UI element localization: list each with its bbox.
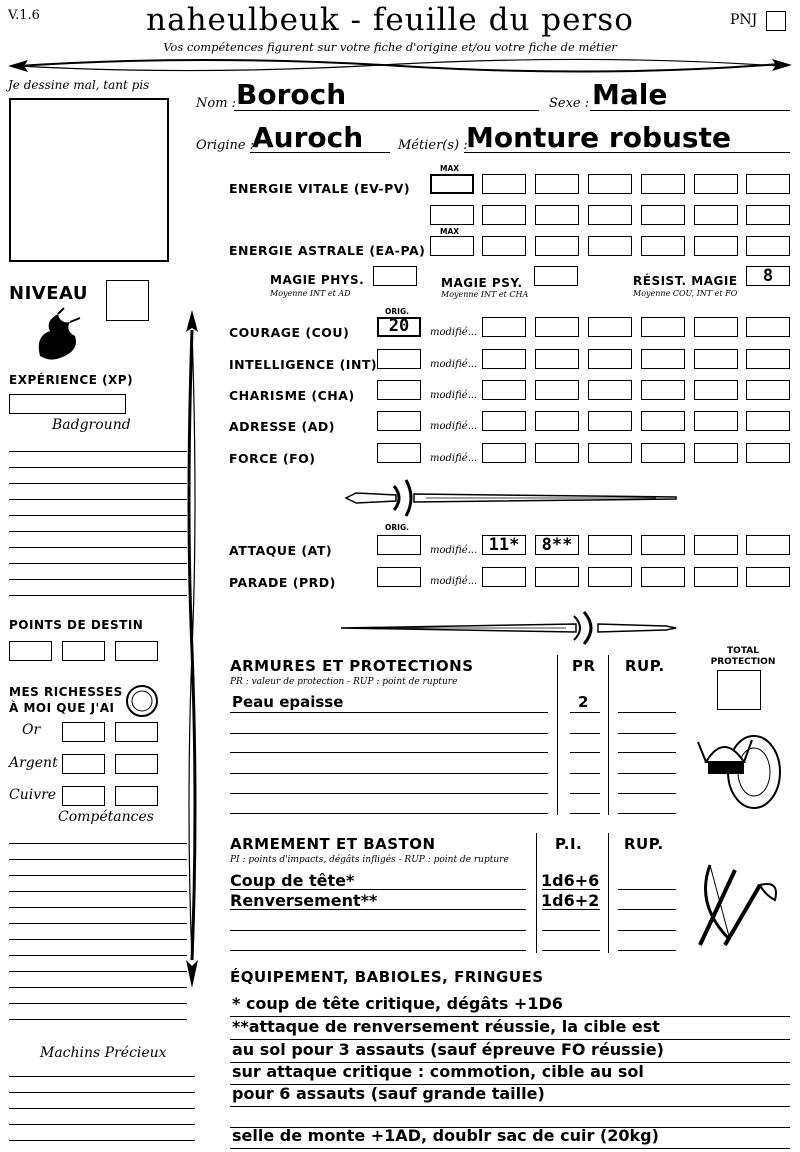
pnj-checkbox[interactable] <box>766 11 786 31</box>
weapon-row-2-pi[interactable]: 1d6+2 <box>541 891 600 910</box>
stat-box-4-4[interactable] <box>641 411 685 431</box>
xp-box[interactable] <box>9 394 126 414</box>
competence-line[interactable] <box>9 1003 187 1004</box>
stat-modifie-4: modifié... <box>430 421 478 432</box>
metier-label: Métier(s) : <box>398 138 468 153</box>
equipment-line-text-5: pour 6 assauts (sauf grande taille) <box>232 1084 545 1103</box>
weapons-divider-2 <box>608 833 609 953</box>
background-line[interactable] <box>9 579 187 580</box>
competence-line[interactable] <box>9 923 187 924</box>
stat-box-4-1[interactable] <box>482 411 526 431</box>
helmet-shield-icon <box>694 722 784 812</box>
background-line[interactable] <box>9 499 187 500</box>
armor-divider-1 <box>557 655 558 815</box>
competence-line[interactable] <box>9 875 187 876</box>
magie-psy-box[interactable] <box>534 266 578 286</box>
armor-col-rup: RUP. <box>625 657 665 675</box>
stat-box-3-1[interactable] <box>482 380 526 400</box>
background-line[interactable] <box>9 515 187 516</box>
armor-pr-line[interactable] <box>570 813 600 814</box>
stat-orig-box-4[interactable] <box>377 411 421 431</box>
stat-box-4-2[interactable] <box>535 411 579 431</box>
niveau-box[interactable] <box>106 280 149 321</box>
magie-psy-label: MAGIE PSY. <box>441 276 523 290</box>
attaque-label: ATTAQUE (AT) <box>229 543 333 558</box>
weapons-col-pi: P.I. <box>555 835 583 853</box>
competence-line[interactable] <box>9 1019 187 1020</box>
stat-box-5-4[interactable] <box>641 443 685 463</box>
competence-line[interactable] <box>9 859 187 860</box>
version-label: V.1.6 <box>8 8 40 23</box>
energy-box-r3-c6[interactable] <box>694 236 738 256</box>
stat-orig-box-5[interactable] <box>377 443 421 463</box>
sexe-label: Sexe : <box>549 96 590 111</box>
competence-line[interactable] <box>9 907 187 908</box>
armor-name-line[interactable] <box>230 793 548 794</box>
background-line[interactable] <box>9 563 187 564</box>
energy-box-r3-c3[interactable] <box>535 236 579 256</box>
equipment-line[interactable] <box>230 1148 790 1149</box>
sexe-value[interactable]: Male <box>592 78 668 111</box>
ev-label: ENERGIE VITALE (EV-PV) <box>229 181 411 196</box>
stat-box-1-3[interactable] <box>588 317 632 337</box>
energy-box-r1-c4[interactable] <box>588 174 632 194</box>
magie-phys-box[interactable] <box>373 266 417 286</box>
argent-label: Argent <box>9 755 58 771</box>
combat-box-r2-c6[interactable] <box>746 567 790 587</box>
attaque-orig-box[interactable] <box>377 535 421 555</box>
armor-name-line[interactable] <box>230 712 548 713</box>
resist-value: 8 <box>762 266 774 286</box>
destin-box-1[interactable] <box>9 641 52 661</box>
sexe-underline <box>590 110 790 111</box>
energy-box-r3-c5[interactable] <box>641 236 685 256</box>
stat-box-1-1[interactable] <box>482 317 526 337</box>
background-label: Badground <box>52 417 131 433</box>
total-protection-label: TOTAL PROTECTION <box>710 646 776 667</box>
page-title: naheulbeuk - feuille du perso <box>146 2 634 38</box>
spear-icon <box>180 310 204 990</box>
stat-box-3-3[interactable] <box>588 380 632 400</box>
stat-orig-box-2[interactable] <box>377 349 421 369</box>
energy-box-r2-c2[interactable] <box>482 205 526 225</box>
resist-note: Moyenne COU, INT et FO <box>633 289 738 298</box>
stat-box-1-4[interactable] <box>641 317 685 337</box>
destin-box-2[interactable] <box>62 641 105 661</box>
stat-box-3-6[interactable] <box>746 380 790 400</box>
machin-line[interactable] <box>9 1092 195 1093</box>
energy-box-r2-c3[interactable] <box>535 205 579 225</box>
richesses-label-1: MES RICHESSES <box>9 685 123 699</box>
stat-box-2-1[interactable] <box>482 349 526 369</box>
armor-rup-line[interactable] <box>618 733 676 734</box>
richesses-label-2: À MOI QUE J'AI <box>9 701 115 715</box>
energy-box-r3-c2[interactable] <box>482 236 526 256</box>
portrait-caption: Je dessine mal, tant pis <box>8 78 150 92</box>
combat-box-r2-c3[interactable] <box>588 567 632 587</box>
stat-box-5-1[interactable] <box>482 443 526 463</box>
sword-icon-2 <box>336 606 686 648</box>
background-line[interactable] <box>9 451 187 452</box>
background-line[interactable] <box>9 467 187 468</box>
xp-label: EXPÉRIENCE (XP) <box>9 373 134 387</box>
background-line[interactable] <box>9 595 187 596</box>
armor-note: PR : valeur de protection - RUP : point de rupture <box>230 677 458 687</box>
armor-row-1-name[interactable]: Peau epaisse <box>232 693 344 711</box>
ea-label: ENERGIE ASTRALE (EA-PA) <box>229 243 426 258</box>
equipment-line-text-4: sur attaque critique : commotion, cible au sol <box>232 1062 644 1081</box>
portrait-frame[interactable] <box>9 98 169 262</box>
ev-max-box[interactable] <box>430 174 474 194</box>
stat-label-5: FORCE (FO) <box>229 451 316 466</box>
stat-box-2-4[interactable] <box>641 349 685 369</box>
stat-box-5-6[interactable] <box>746 443 790 463</box>
energy-box-r1-c3[interactable] <box>535 174 579 194</box>
attaque-value-1: 11* <box>488 535 520 555</box>
stat-box-2-3[interactable] <box>588 349 632 369</box>
stat-modifie-1: modifié... <box>430 327 478 338</box>
stat-orig-box-3[interactable] <box>377 380 421 400</box>
equipment-line-text-2: **attaque de renversement réussie, la cible est <box>232 1017 660 1036</box>
total-protection-box[interactable] <box>717 670 761 710</box>
armor-name-line[interactable] <box>230 752 548 753</box>
stat-box-3-4[interactable] <box>641 380 685 400</box>
competence-line[interactable] <box>9 843 187 844</box>
armor-pr-line[interactable] <box>570 733 600 734</box>
energy-box-r1-c7[interactable] <box>746 174 790 194</box>
or-box-2[interactable] <box>115 722 158 742</box>
cuivre-box-1[interactable] <box>62 786 105 806</box>
weapon-rup-line[interactable] <box>618 950 676 951</box>
magie-phys-note: Moyenne INT et AD <box>270 289 351 298</box>
competence-line[interactable] <box>9 891 187 892</box>
or-box-1[interactable] <box>62 722 105 742</box>
combat-box-r2-c4[interactable] <box>641 567 685 587</box>
weapon-row-1-pi[interactable]: 1d6+6 <box>541 871 600 890</box>
weapon-pi-line[interactable] <box>542 909 600 910</box>
metier-value[interactable]: Monture robuste <box>466 121 731 154</box>
metier-underline <box>464 152 790 153</box>
cuivre-label: Cuivre <box>9 787 57 803</box>
combat-orig-tag: ORIG. <box>385 523 409 532</box>
weapon-pi-line[interactable] <box>542 889 600 890</box>
or-label: Or <box>22 722 41 738</box>
weapon-name-line[interactable] <box>230 950 526 951</box>
combat-box-r1-c6[interactable] <box>746 535 790 555</box>
combat-box-r2-c5[interactable] <box>694 567 738 587</box>
equipment-title: ÉQUIPEMENT, BABIOLES, FRINGUES <box>230 968 544 986</box>
energy-box-r3-c4[interactable] <box>588 236 632 256</box>
resist-label: RÉSIST. MAGIE <box>633 274 738 288</box>
parade-label: PARADE (PRD) <box>229 575 336 590</box>
stat-modifie-5: modifié... <box>430 453 478 464</box>
weapon-pi-line[interactable] <box>542 950 600 951</box>
energy-box-r1-c6[interactable] <box>694 174 738 194</box>
weapon-name-line[interactable] <box>230 930 526 931</box>
page-subtitle: Vos compétences figurent sur votre fiche d'origine et/ou votre fiche de métier <box>163 40 617 54</box>
origine-value[interactable]: Auroch <box>252 121 364 154</box>
armor-title: ARMURES ET PROTECTIONS <box>230 657 474 675</box>
combat-box-r2-c2[interactable] <box>535 567 579 587</box>
armor-rup-line[interactable] <box>618 773 676 774</box>
equipment-line-text-7: selle de monte +1AD, doublr sac de cuir (20kg) <box>232 1126 659 1145</box>
armor-rup-line[interactable] <box>618 793 676 794</box>
energy-box-r2-c6[interactable] <box>694 205 738 225</box>
stat-box-5-2[interactable] <box>535 443 579 463</box>
competence-line[interactable] <box>9 939 187 940</box>
armor-col-pr: PR <box>572 657 596 675</box>
stat-label-2: INTELLIGENCE (INT) <box>229 357 378 372</box>
weapons-note: PI : points d'impacts, dégâts infligés - RUP : point de rupture <box>230 855 509 865</box>
energy-box-r2-c7[interactable] <box>746 205 790 225</box>
weapons-col-rup: RUP. <box>624 835 664 853</box>
stat-box-5-5[interactable] <box>694 443 738 463</box>
machins-label: Machins Précieux <box>40 1045 167 1061</box>
magie-psy-note: Moyenne INT et CHA <box>441 290 529 299</box>
ea-max-tag: MAX <box>440 227 460 236</box>
coin-icon <box>124 683 160 719</box>
armor-divider-2 <box>608 655 609 815</box>
sword-icon <box>336 478 686 520</box>
dragon-icon <box>30 306 85 364</box>
combat-box-r1-c5[interactable] <box>694 535 738 555</box>
spear-divider-icon <box>0 52 800 80</box>
weapons-crossed-icon <box>690 855 790 955</box>
combat-box-r1-c4[interactable] <box>641 535 685 555</box>
equipment-line-text-1: * coup de tête critique, dégâts +1D6 <box>232 994 563 1013</box>
energy-box-r3-c7[interactable] <box>746 236 790 256</box>
stat-box-2-2[interactable] <box>535 349 579 369</box>
competences-label: Compétances <box>58 809 154 825</box>
stat-orig-value-1: 20 <box>388 316 410 336</box>
energy-box-r1-c2[interactable] <box>482 174 526 194</box>
armor-pr-line[interactable] <box>570 793 600 794</box>
armor-pr-line[interactable] <box>570 752 600 753</box>
weapon-name-line[interactable] <box>230 909 526 910</box>
energy-box-r2-c5[interactable] <box>641 205 685 225</box>
competence-line[interactable] <box>9 955 187 956</box>
argent-box-2[interactable] <box>115 754 158 774</box>
weapon-row-1-name[interactable]: Coup de tête* <box>230 871 355 890</box>
origine-label: Origine : <box>196 138 255 153</box>
stat-label-4: ADRESSE (AD) <box>229 419 336 434</box>
stat-box-1-2[interactable] <box>535 317 579 337</box>
energy-box-r1-c5[interactable] <box>641 174 685 194</box>
stat-box-3-5[interactable] <box>694 380 738 400</box>
cuivre-box-2[interactable] <box>115 786 158 806</box>
energy-box-r2-c4[interactable] <box>588 205 632 225</box>
energy-box-r3-c1[interactable] <box>430 236 474 256</box>
stat-box-1-5[interactable] <box>694 317 738 337</box>
nom-underline <box>234 110 539 111</box>
parade-modifie: modifié... <box>430 576 478 587</box>
stat-box-4-3[interactable] <box>588 411 632 431</box>
machin-line[interactable] <box>9 1140 195 1141</box>
armor-rup-line[interactable] <box>618 712 676 713</box>
stat-box-2-6[interactable] <box>746 349 790 369</box>
armor-pr-line[interactable] <box>570 773 600 774</box>
armor-pr-line[interactable] <box>570 712 600 713</box>
stat-modifie-2: modifié... <box>430 359 478 370</box>
machin-line[interactable] <box>9 1108 195 1109</box>
combat-box-r1-c3[interactable] <box>588 535 632 555</box>
attaque-value-2: 8** <box>541 535 573 555</box>
weapons-title: ARMEMENT ET BASTON <box>230 835 436 853</box>
armor-rup-line[interactable] <box>618 752 676 753</box>
destin-box-3[interactable] <box>115 641 158 661</box>
combat-box-r2-c1[interactable] <box>482 567 526 587</box>
machin-line[interactable] <box>9 1076 195 1077</box>
background-line[interactable] <box>9 483 187 484</box>
destin-label: POINTS DE DESTIN <box>9 618 144 632</box>
background-line[interactable] <box>9 547 187 548</box>
background-line[interactable] <box>9 531 187 532</box>
armor-name-line[interactable] <box>230 733 548 734</box>
weapon-row-2-name[interactable]: Renversement** <box>230 891 378 910</box>
stat-box-5-3[interactable] <box>588 443 632 463</box>
weapon-rup-line[interactable] <box>618 909 676 910</box>
equipment-line[interactable] <box>230 1106 790 1107</box>
weapons-divider-1 <box>536 833 537 953</box>
stat-box-3-2[interactable] <box>535 380 579 400</box>
armor-name-line[interactable] <box>230 773 548 774</box>
weapon-rup-line[interactable] <box>618 930 676 931</box>
stat-modifie-3: modifié... <box>430 390 478 401</box>
nom-value[interactable]: Boroch <box>236 78 347 111</box>
weapon-pi-line[interactable] <box>542 930 600 931</box>
stat-box-2-5[interactable] <box>694 349 738 369</box>
armor-rup-line[interactable] <box>618 813 676 814</box>
stat-box-4-6[interactable] <box>746 411 790 431</box>
competence-line[interactable] <box>9 987 187 988</box>
origine-underline <box>250 152 390 153</box>
stats-orig-tag: ORIG. <box>385 307 409 316</box>
niveau-label: NIVEAU <box>9 283 88 304</box>
ev-max-tag: MAX <box>440 164 460 173</box>
stat-label-1: COURAGE (COU) <box>229 325 350 340</box>
energy-box-r2-c1[interactable] <box>430 205 474 225</box>
weapon-name-line[interactable] <box>230 889 526 890</box>
machin-line[interactable] <box>9 1124 195 1125</box>
competence-line[interactable] <box>9 971 187 972</box>
weapon-rup-line[interactable] <box>618 889 676 890</box>
armor-row-1-pr[interactable]: 2 <box>578 693 589 711</box>
parade-orig-box[interactable] <box>377 567 421 587</box>
armor-name-line[interactable] <box>230 813 548 814</box>
nom-label: Nom : <box>196 96 237 111</box>
argent-box-1[interactable] <box>62 754 105 774</box>
stat-box-1-6[interactable] <box>746 317 790 337</box>
magie-phys-label: MAGIE PHYS. <box>270 273 365 287</box>
stat-box-4-5[interactable] <box>694 411 738 431</box>
attaque-modifie: modifié... <box>430 545 478 556</box>
pnj-label: PNJ <box>730 12 758 28</box>
stat-label-3: CHARISME (CHA) <box>229 388 355 403</box>
equipment-line-text-3: au sol pour 3 assauts (sauf épreuve FO réussie) <box>232 1040 664 1059</box>
